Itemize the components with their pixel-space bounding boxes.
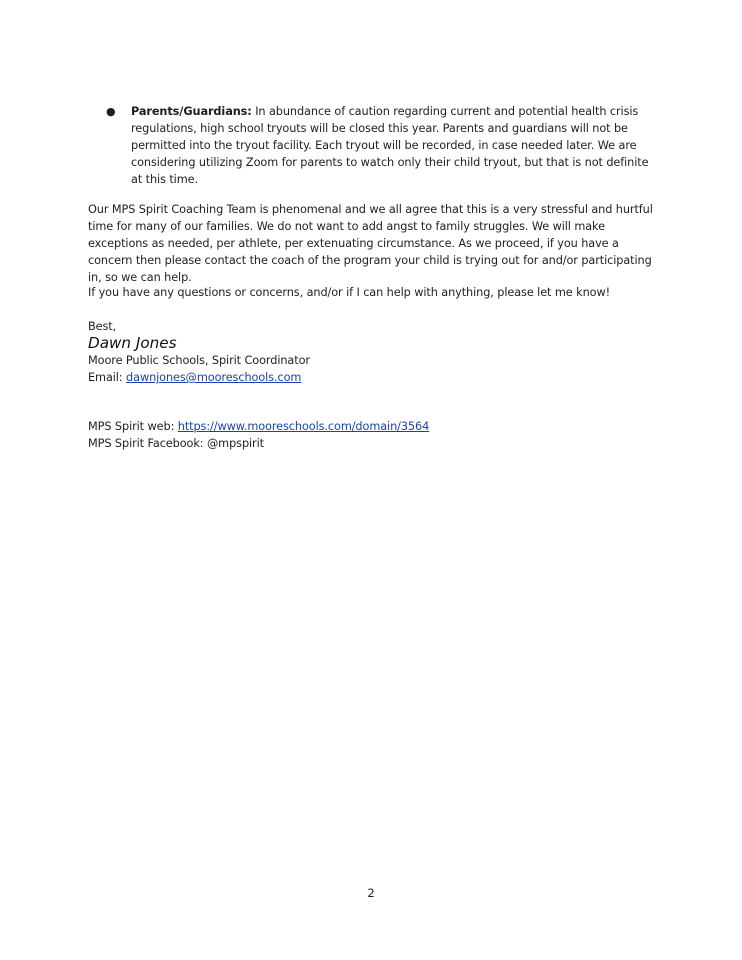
email-link[interactable]: dawnjones@mooreschools.com (126, 371, 302, 384)
coaching-team-paragraph: Our MPS Spirit Coaching Team is phenomenal and we all agree that this is a very stressful and hurtful time for many of our families. We do not want to add angst to family struggles. We will make exceptions as needed, per athlete, per extenuating circumstance. As we proceed, if you have a concern then please contact the coach of the program your child is trying out for and/or participating in, so we can help. (88, 203, 653, 284)
signature-name: Dawn Jones (88, 334, 177, 352)
email-line (88, 370, 301, 387)
web-line (88, 419, 429, 436)
closing-salutation: Best, (88, 320, 117, 333)
bullet-text (131, 104, 656, 189)
bullet-body: In abundance of caution regarding current and potential health crisis regulations, high school tryouts will be closed this year. Parents and guardians will not be permitted into the tryout facility. Each tryout will be recorded, in case needed later. We are considering utilizing Zoom for parents to watch only their child tryout, but that is not definite at this time. (131, 105, 649, 186)
signature-role: Moore Public Schools, Spirit Coordinator (88, 354, 310, 367)
web-label: MPS Spirit web: (88, 420, 178, 433)
page-number: 2 (367, 886, 375, 900)
web-link[interactable]: https://www.mooreschools.com/domain/3564 (177, 420, 430, 433)
email-label: Email: (88, 371, 127, 384)
bullet-label: Parents/Guardians: (131, 105, 252, 118)
facebook-line: MPS Spirit Facebook: @mpspirit (88, 437, 264, 450)
questions-paragraph: If you have any questions or concerns, and/or if I can help with anything, please let me know! (88, 286, 611, 299)
bullet-marker: ● (106, 105, 116, 118)
